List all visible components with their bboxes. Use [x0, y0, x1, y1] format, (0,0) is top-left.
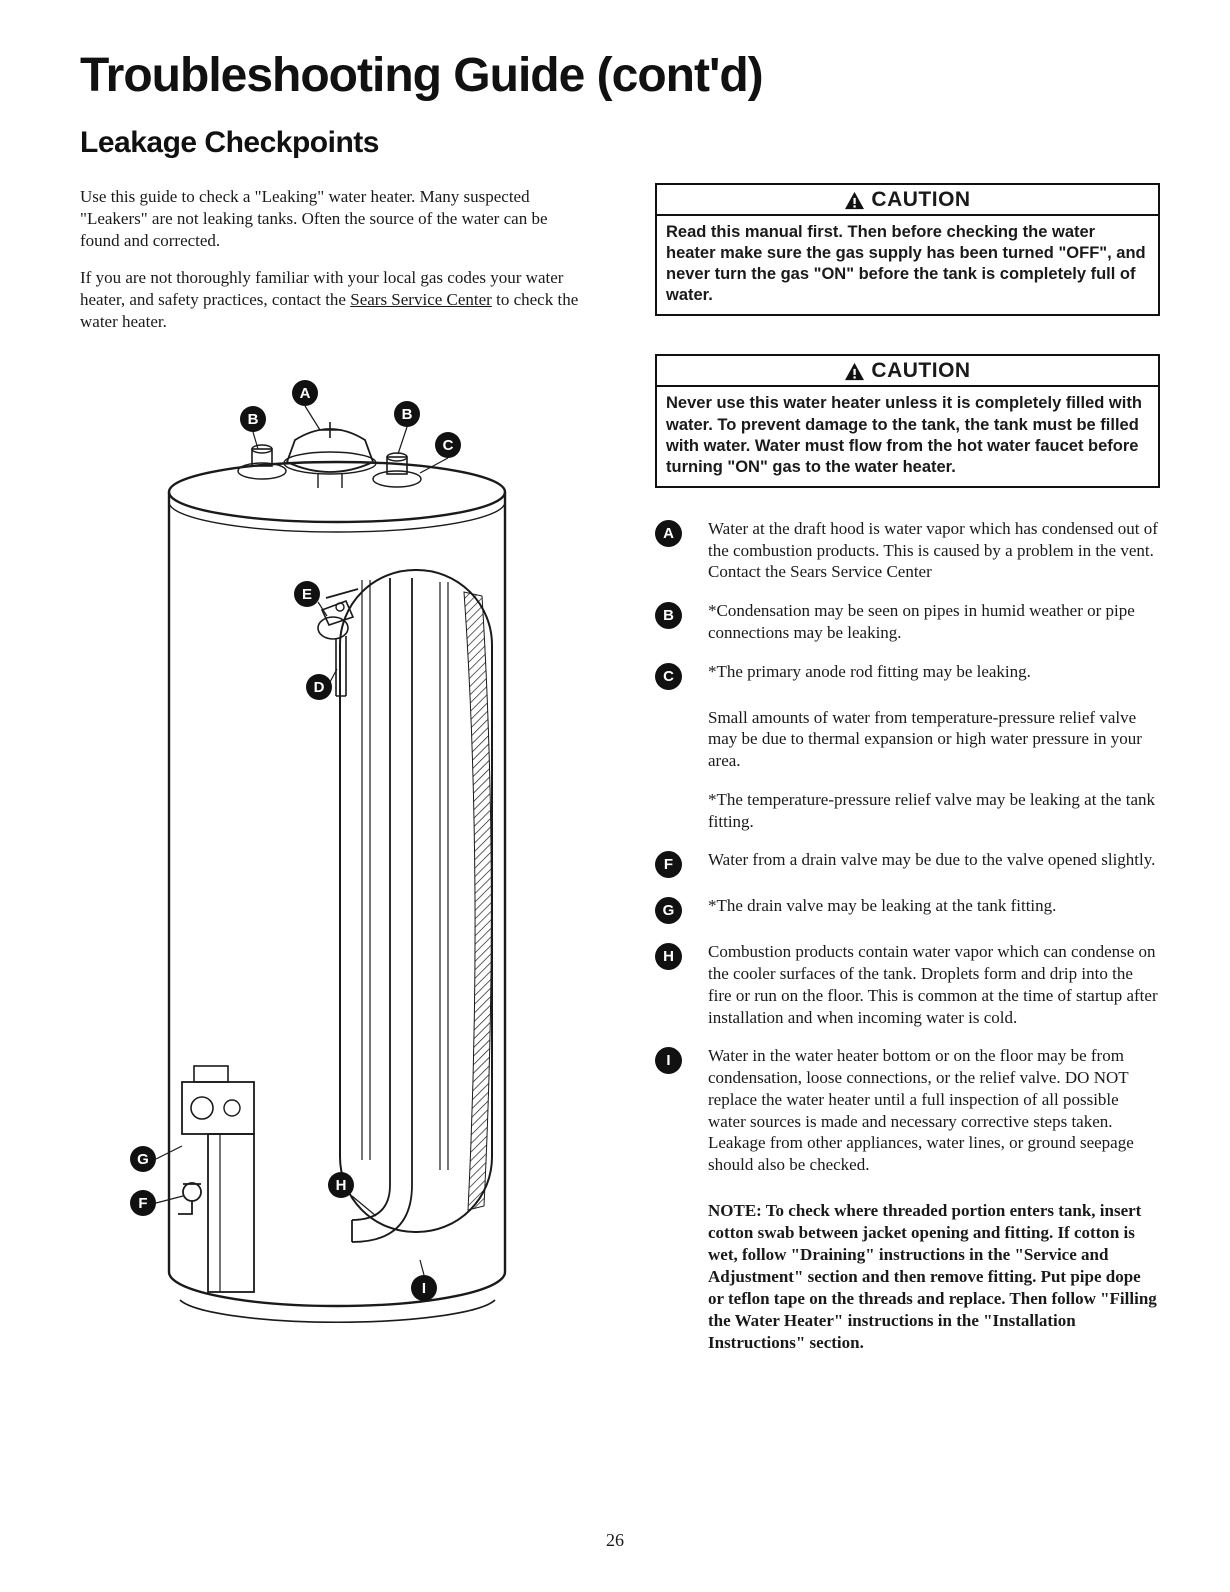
- diagram-callout-i: [411, 1275, 437, 1301]
- diagram-callout-c: [435, 432, 461, 458]
- checkpoint-badge-c: C: [655, 663, 682, 690]
- svg-text:H: H: [335, 1177, 347, 1194]
- checkpoint-text: Water at the draft hood is water vapor which has condensed out of the combustion products. This is caused by a problem in the vent. Contact the Sears Service Center: [708, 518, 1158, 582]
- checkpoint-badge-b: B: [655, 602, 682, 629]
- svg-text:A: A: [299, 385, 311, 402]
- water-heater-diagram: [90, 370, 570, 1370]
- caution-body-text: Never use this water heater unless it is completely filled with water. To prevent damage to the tank, the tank must be filled with water. Water must flow from the hot water faucet before turning "ON" gas to the water heater.: [666, 394, 1142, 476]
- intro-paragraph-2-end: to check the water heater.: [80, 290, 579, 331]
- intro-text: [80, 186, 585, 349]
- svg-text:E: E: [301, 586, 313, 603]
- checkpoint-badge-a: A: [655, 520, 682, 547]
- checkpoint-text: *The drain valve may be leaking at the tank fitting.: [708, 896, 1057, 916]
- diagram-callout-h: [328, 1172, 354, 1198]
- checkpoint-text: Combustion products contain water vapor which can condense on the cooler surfaces of the tank. Droplets form and drip into the fire or run on the floor. This is common at the time of startup after installation and when incoming water is cold.: [708, 942, 1158, 1027]
- diagram-callout-a: [292, 380, 318, 406]
- diagram-callout-e: [294, 581, 320, 607]
- note-paragraph: NOTE: To check where threaded portion enters tank, insert cotton swab between jacket opening and fitting. If cotton is wet, follow "Draining" instructions in the "Service and Adjustment" section and then remove fitting. Put pipe dope or teflon tape on the threads and replace. Then follow "Filling the Water Heater" instructions in the "Installation Instructions" section.: [708, 1200, 1157, 1353]
- checkpoint-item-i: [655, 1045, 1160, 1176]
- caution-box-1: [655, 183, 1160, 316]
- checkpoint-badge-g: G: [655, 897, 682, 924]
- checkpoint-text: Water in the water heater bottom or on the floor may be from condensation, loose connections, or the relief valve. DO NOT replace the water heater until a full inspection of all possible water sources is made and necessary corrective steps taken. Leakage from other appliances, water lines, or ground seepage should also be checked.: [708, 1046, 1134, 1175]
- diagram-callout-b-right: [394, 401, 420, 427]
- svg-text:G: G: [137, 1151, 149, 1168]
- diagram-callout-f: [130, 1190, 156, 1216]
- diagram-callout-b-left: [240, 406, 266, 432]
- checkpoint-item-a: [655, 518, 1160, 583]
- svg-text:B: B: [401, 406, 413, 423]
- caution-title-text: CAUTION: [871, 359, 971, 383]
- checkpoint-item-b: [655, 600, 1160, 644]
- checkpoint-text: Water from a drain valve may be due to the valve opened slightly.: [708, 850, 1156, 870]
- checkpoint-item-relief-leak: [655, 789, 1160, 833]
- caution-box-2-header: [657, 356, 1158, 387]
- svg-text:D: D: [313, 679, 325, 696]
- intro-paragraph-1: Use this guide to check a "Leaking" water heater. Many suspected "Leakers" are not leaking tanks. Often the source of the water can be found and corrected.: [80, 187, 548, 250]
- checkpoint-item-c: [655, 661, 1160, 690]
- svg-text:F: F: [138, 1195, 148, 1212]
- checkpoint-text: *Condensation may be seen on pipes in humid weather or pipe connections may be leaking.: [708, 601, 1135, 642]
- svg-text:C: C: [442, 437, 454, 454]
- top-pipe-fittings: [238, 445, 421, 487]
- sears-service-center-reference: Sears Service Center: [350, 290, 492, 309]
- intro-paragraph-2: [80, 267, 585, 332]
- checkpoint-item-g: [655, 895, 1160, 924]
- right-column: [655, 183, 1160, 1355]
- caution-body-text: Read this manual first. Then before checking the water heater make sure the gas supply has been turned "OFF", and never turn the gas "ON" before the tank is completely full of water.: [666, 223, 1146, 305]
- checkpoint-item-relief-expansion: [655, 707, 1160, 772]
- warning-icon: [844, 362, 865, 381]
- diagram-callout-g: [130, 1146, 156, 1172]
- warning-icon: [844, 191, 865, 210]
- caution-title-text: CAUTION: [871, 188, 971, 211]
- section-title: Leakage Checkpoints: [80, 126, 379, 159]
- checkpoint-text: *The temperature-pressure relief valve may be leaking at the tank fitting.: [708, 789, 1155, 831]
- drain-valve: [178, 1183, 201, 1214]
- checkpoint-text: *The primary anode rod fitting may be leaking.: [708, 661, 1031, 681]
- intro-paragraph-2-start: If you are not thoroughly familiar with your local gas codes your water heater, and safety practices, contact the: [80, 268, 564, 309]
- checkpoint-badge-i: I: [655, 1047, 682, 1074]
- svg-text:B: B: [247, 411, 259, 428]
- callout-leader-lines: [156, 406, 448, 1275]
- caution-box-1-header: [657, 185, 1158, 216]
- checkpoint-item-f: [655, 849, 1160, 878]
- page-title: Troubleshooting Guide (cont'd): [80, 49, 763, 102]
- internal-tubes: [352, 578, 448, 1242]
- gas-control-valve: [182, 1066, 254, 1292]
- caution-box-2: [655, 354, 1160, 487]
- draft-hood: [284, 422, 376, 488]
- checkpoint-item-h: [655, 941, 1160, 1028]
- checkpoint-badge-f: F: [655, 851, 682, 878]
- svg-text:I: I: [421, 1280, 427, 1297]
- cutaway-window: [340, 570, 492, 1232]
- page-number: 26: [606, 1530, 624, 1550]
- diagram-callout-d: [306, 674, 332, 700]
- checkpoint-text: Small amounts of water from temperature-pressure relief valve may be due to thermal expansion or high water pressure in your area.: [708, 707, 1142, 771]
- checkpoint-badge-h: H: [655, 943, 682, 970]
